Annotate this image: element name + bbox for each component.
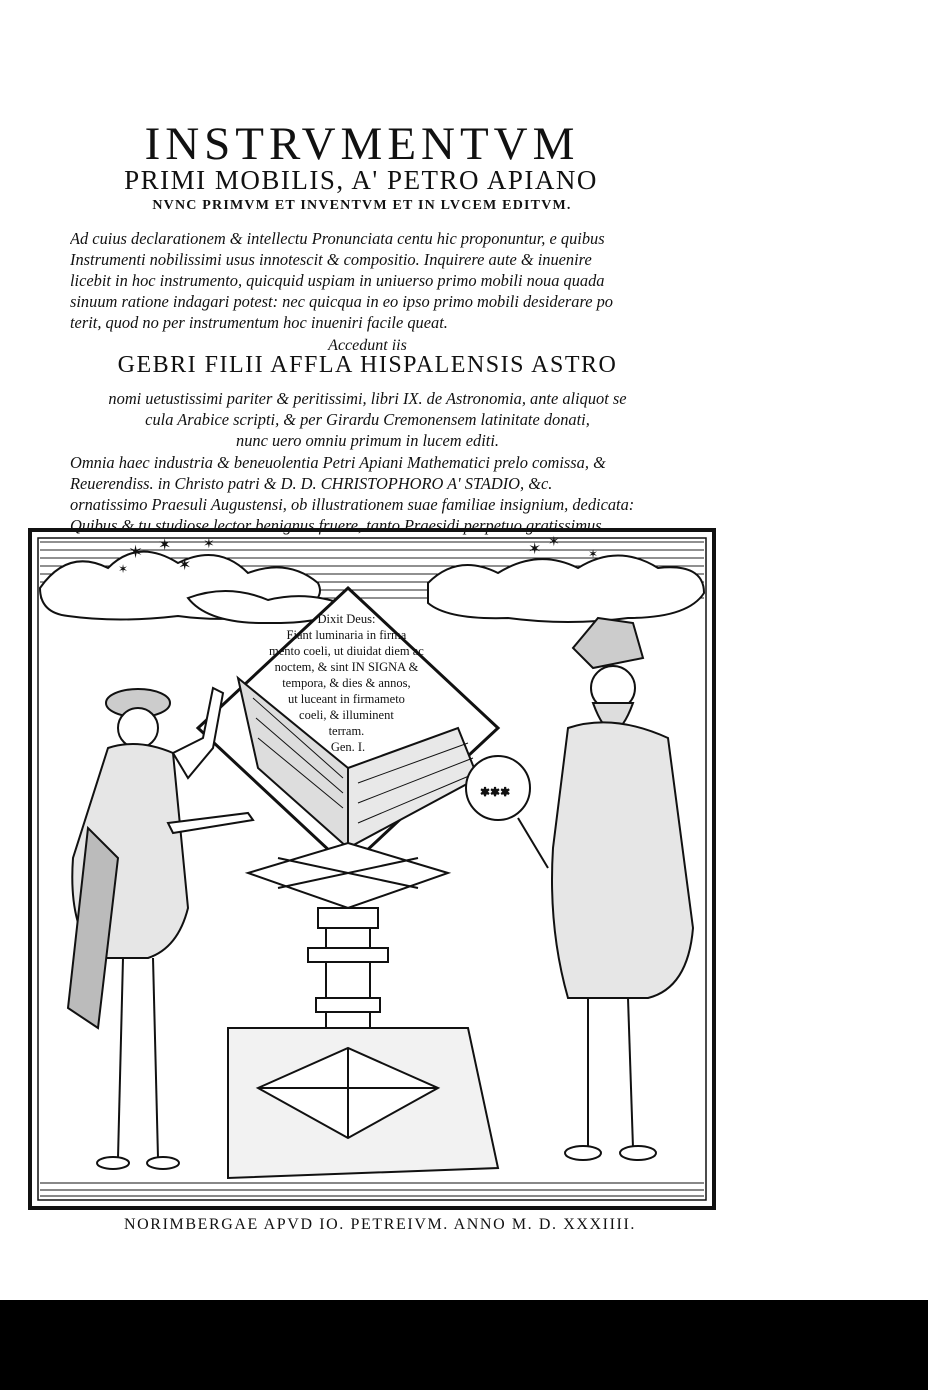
- svg-text:✶: ✶: [158, 535, 172, 554]
- bottom-black-band: [0, 1300, 928, 1390]
- paragraph-line: cula Arabice scripti, & per Girardu Cremonensem latinitate donati,: [145, 410, 590, 429]
- quote-line: Fiant luminaria in firma: [286, 628, 407, 642]
- paragraph-line: Quibus & tu studiose lector benignus fruere, tanto Praesidi perpetuo gratissimus.: [70, 516, 606, 535]
- svg-text:✶✶✶: ✶✶✶: [480, 785, 511, 799]
- quote-line: Gen. I.: [330, 740, 366, 754]
- title-line-2: PRIMI MOBILIS, A' PETRO APIANO: [124, 165, 598, 195]
- gebri-heading: GEBRI FILII AFFLA HISPALENSIS ASTRO: [117, 352, 618, 378]
- paragraph-line: terit, quod no per instrumentum hoc inueniri facile queat.: [70, 313, 448, 332]
- paragraph-line: Omnia haec industria & beneuolentia Petri Apiani Mathematici prelo comissa, &: [70, 453, 606, 472]
- svg-text:✶: ✶: [178, 555, 192, 574]
- accedunt-line: Accedunt iis: [328, 337, 407, 354]
- imprint-line: NORIMBERGAE APVD IO. PETREIVM. ANNO M. D. XXXIIII.: [124, 1216, 636, 1233]
- svg-text:✶: ✶: [528, 539, 542, 558]
- woodcut-illustration: [28, 528, 716, 1210]
- svg-text:✶: ✶: [128, 542, 144, 563]
- paragraph-line: nomi uetustissimi pariter & peritissimi, libri IX. de Astronomia, ante aliquot se: [108, 389, 627, 408]
- quote-line: mento coeli, ut diuidat diem ac: [269, 644, 424, 658]
- paragraph-line: ornatissimo Praesuli Augustensi, ob illustrationem suae familiae insignium, dedicata:: [70, 495, 635, 514]
- paragraph-line: Reuerendiss. in Christo patri & D. D. CHRISTOPHORO A' STADIO, &c.: [70, 474, 553, 493]
- title-line-1: INSTRVMENTVM: [144, 118, 580, 170]
- paragraph-gebri: [70, 388, 665, 451]
- svg-text:✶: ✶: [588, 547, 599, 561]
- svg-text:✶: ✶: [548, 534, 560, 550]
- paragraph-line: Instrumenti nobilissimi usus innotescit & compositio. Inquirere aute & inuenire: [70, 250, 592, 269]
- paragraph-line: nunc uero omniu primum in lucem editi.: [236, 431, 499, 450]
- quote-line: tempora, & dies & annos,: [282, 676, 411, 690]
- quote-line: noctem, & sint IN SIGNA &: [274, 660, 419, 674]
- quote-line: Dixit Deus:: [317, 612, 376, 626]
- svg-text:✶: ✶: [203, 536, 215, 552]
- paragraph-line: licebit in hoc instrumento, quicquid uspiam in uniuerso primo mobili noua quada: [70, 271, 605, 290]
- paragraph-line: Ad cuius declarationem & intellectu Pronunciata centu hic proponuntur, e quibus: [70, 229, 605, 248]
- paragraph-pronunciata: [70, 228, 665, 333]
- paragraph-dedication: [70, 452, 665, 536]
- quote-line: coeli, & illuminent: [299, 708, 394, 722]
- quote-line: ut luceant in firmameto: [287, 692, 405, 706]
- quote-line: terram.: [328, 724, 365, 738]
- paragraph-line: sinuum ratione indagari potest: nec quicqua in eo ipso primo mobili desiderare po: [70, 292, 613, 311]
- title-line-3: NVNC PRIMVM ET INVENTVM ET IN LVCEM EDITVM.: [152, 198, 572, 213]
- svg-text:✶: ✶: [118, 562, 129, 576]
